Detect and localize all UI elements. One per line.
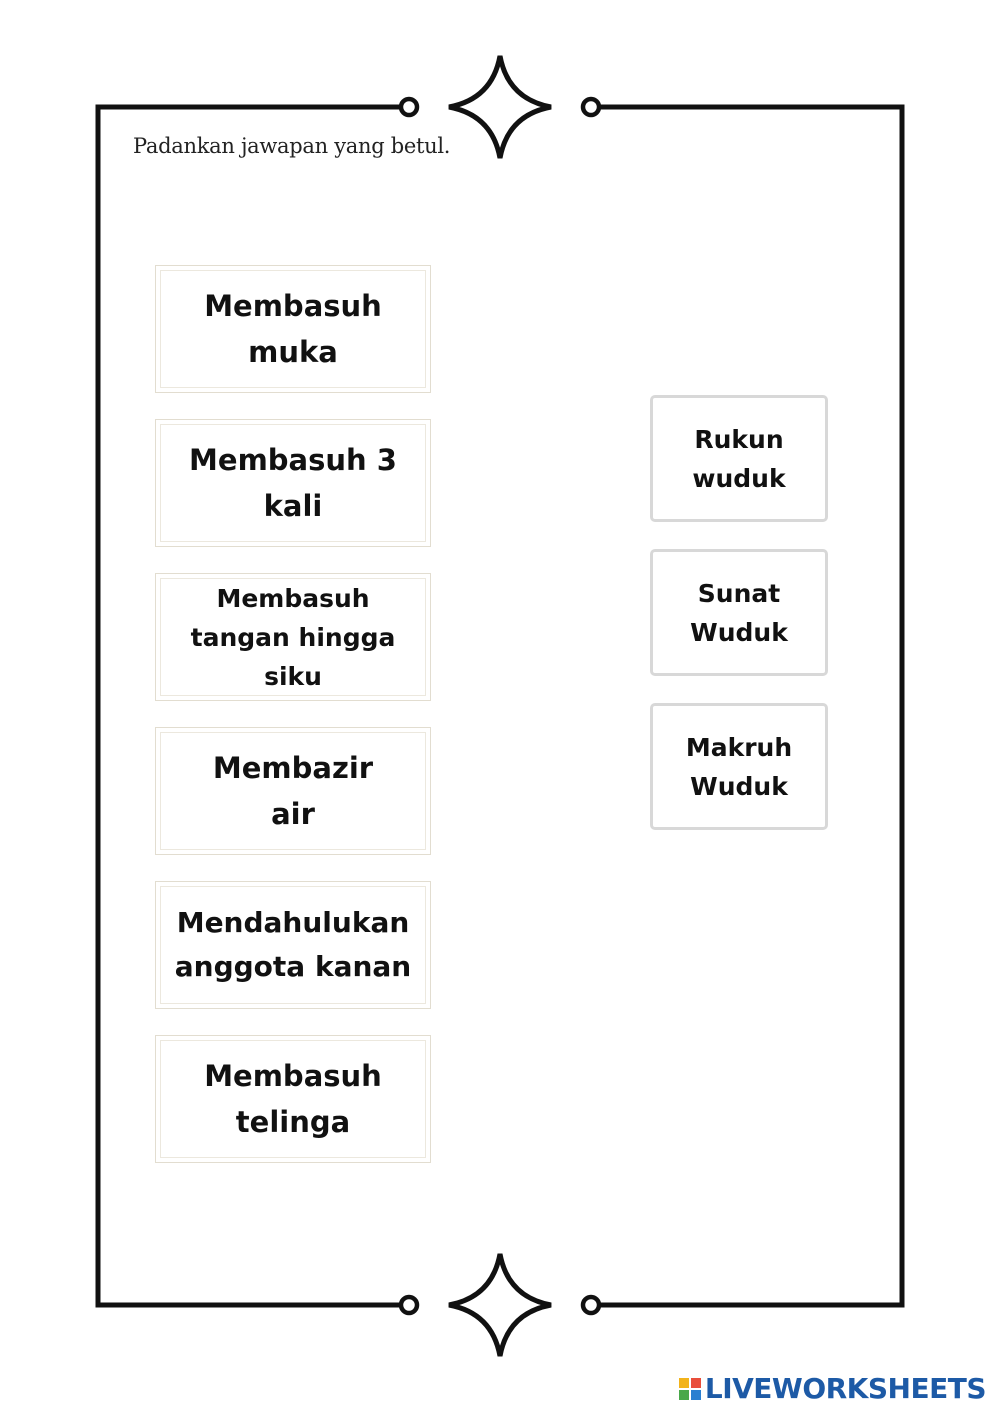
left-answer-label: Mendahulukan anggota kanan xyxy=(174,906,412,983)
frame-knob xyxy=(401,1297,417,1313)
left-answer-label: Membazir air xyxy=(212,751,374,831)
left-answer-label: Membasuh tangan hingga siku xyxy=(190,583,396,691)
frame-knob xyxy=(583,1297,599,1313)
right-category-card[interactable] xyxy=(650,549,828,676)
left-answer-card[interactable] xyxy=(155,881,431,1009)
right-category-label: Rukun wuduk xyxy=(692,424,786,493)
left-answer-card[interactable] xyxy=(155,727,431,855)
left-answer-label: Membasuh telinga xyxy=(204,1059,382,1139)
star-ornament-icon xyxy=(449,1254,551,1356)
frame-knob xyxy=(583,99,599,115)
left-answer-card[interactable] xyxy=(155,573,431,701)
left-answer-label: Membasuh muka xyxy=(204,289,382,369)
right-category-card[interactable] xyxy=(650,395,828,522)
left-answer-card[interactable] xyxy=(155,265,431,393)
right-category-label: Makruh Wuduk xyxy=(685,732,793,801)
liveworksheets-brand xyxy=(679,1372,986,1405)
star-ornament-icon xyxy=(449,56,551,158)
liveworksheets-logo-icon xyxy=(679,1378,701,1400)
instruction-text: Padankan jawapan yang betul. xyxy=(133,134,451,158)
brand-name: LIVEWORKSHEETS xyxy=(704,1372,986,1405)
frame-knob xyxy=(401,99,417,115)
left-answer-card[interactable] xyxy=(155,419,431,547)
left-answer-card[interactable] xyxy=(155,1035,431,1163)
left-answer-label: Membasuh 3 kali xyxy=(189,443,397,523)
right-category-label: Sunat Wuduk xyxy=(690,578,788,647)
right-category-card[interactable] xyxy=(650,703,828,830)
